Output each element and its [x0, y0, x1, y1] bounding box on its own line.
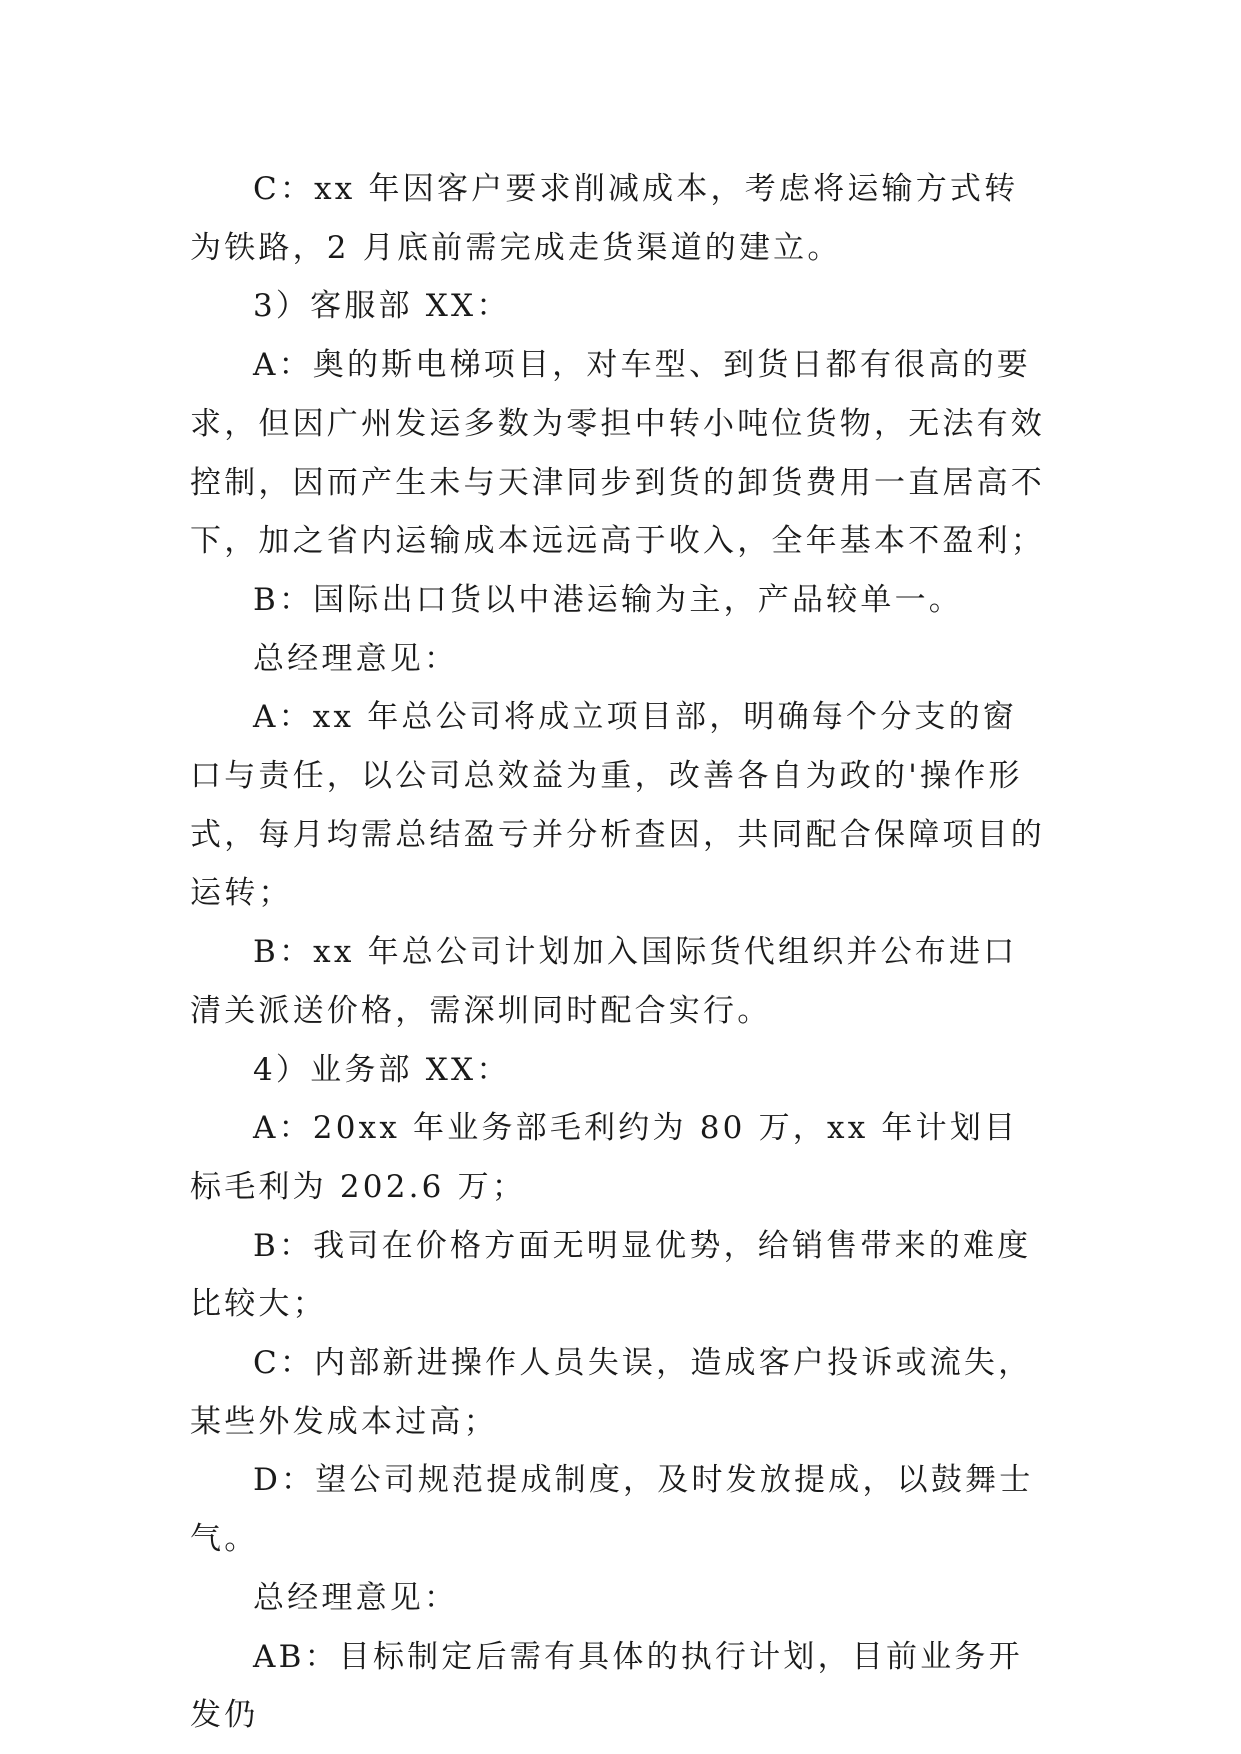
section-heading: 3）客服部 XX： [253, 288, 511, 325]
paragraph: AB：目标制定后需有具体的执行计划，目前业务开发仍 [190, 1638, 1023, 1734]
paragraph: B：xx 年总公司计划加入国际货代组织并公布进口清关派送价格，需深圳同时配合实行。 [190, 934, 1018, 1029]
section-heading: 总经理意见： [253, 640, 459, 677]
paragraph: D：望公司规范提成制度，及时发放提成，以鼓舞士气。 [190, 1462, 1034, 1558]
paragraph: B：我司在价格方面无明显优势，给销售带来的难度比较大； [190, 1227, 1032, 1323]
paragraph: A：xx 年总公司将成立项目部，明确每个分支的窗口与责任，以公司总效益为重，改善各自为政的'操作形式，每月均需总结盈亏并分析查因，共同配合保障项目的运转； [190, 699, 1045, 912]
document-body [190, 160, 1050, 1745]
paragraph: A：奥的斯电梯项目，对车型、到货日都有很高的要求，但因广州发运多数为零担中转小吨位货物，无法有效控制，因而产生未与天津同步到货的卸货费用一直居高不下，加之省内运输成本远远高于收入，全年基本不盈利； [190, 347, 1045, 560]
paragraph: B：国际出口货以中港运输为主，产品较单一。 [253, 581, 963, 618]
paragraph: A：20xx 年业务部毛利约为 80 万，xx 年计划目标毛利为 202.6 万； [190, 1110, 1019, 1205]
paragraph: C：内部新进操作人员失误，造成客户投诉或流失，某些外发成本过高； [190, 1345, 1033, 1440]
section-heading: 4）业务部 XX： [253, 1051, 511, 1088]
section-heading: 总经理意见： [253, 1579, 459, 1616]
paragraph: C：xx 年因客户要求削减成本，考虑将运输方式转为铁路，2 月底前需完成走货渠道的建立。 [190, 171, 1019, 266]
